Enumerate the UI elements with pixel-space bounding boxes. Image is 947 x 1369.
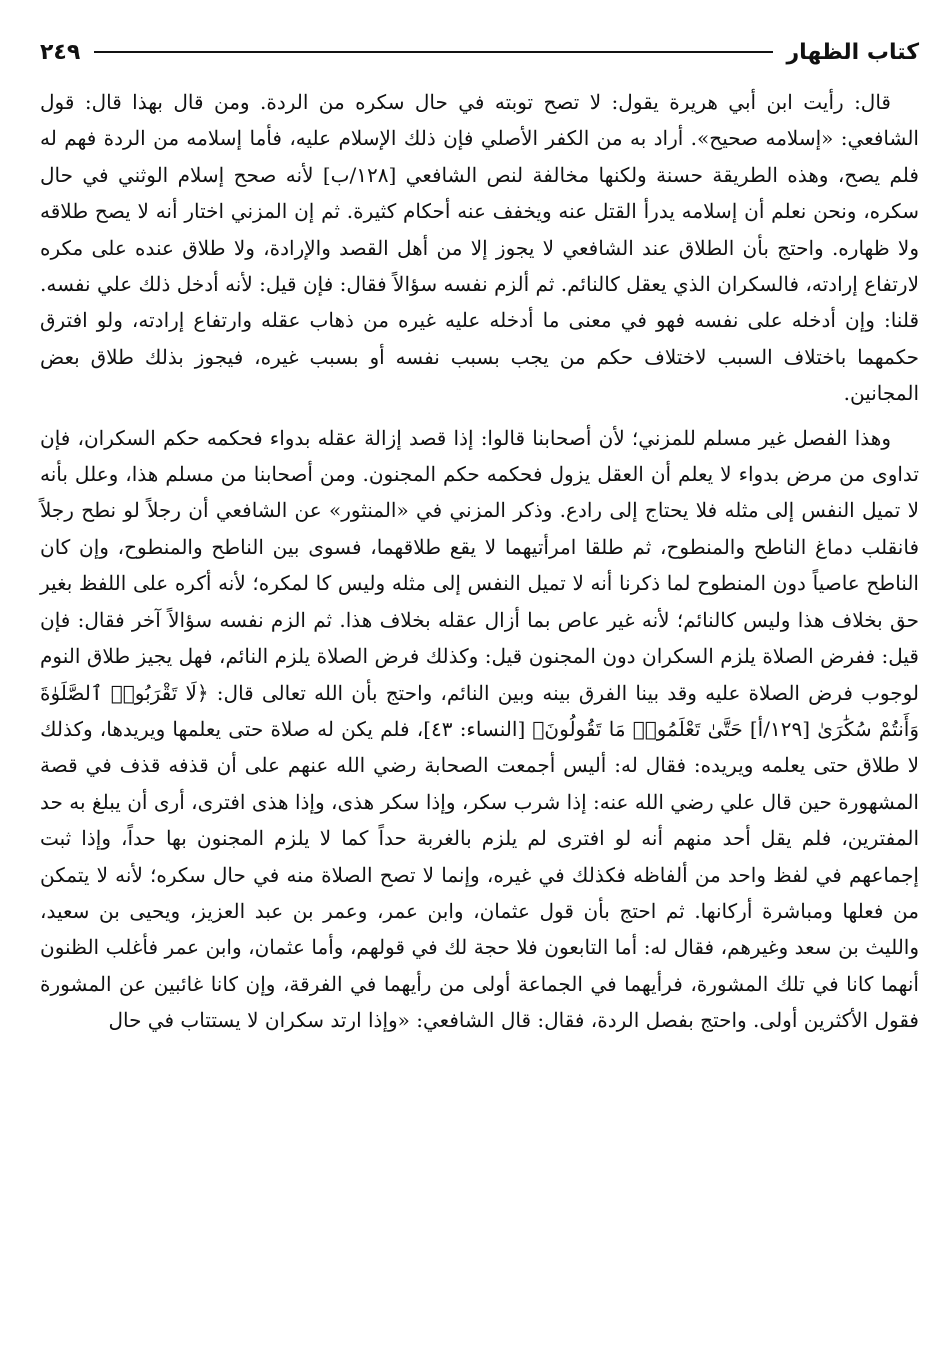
page-header: [40, 28, 919, 76]
book-title: كتاب الظهار: [786, 39, 919, 65]
paragraph-1: قال: رأيت ابن أبي هريرة يقول: لا تصح توبته في حال سكره من الردة. ومن قال بهذا قال: قول الشافعي: «إسلامه صحيح». أراد به من الكفر الأصلي فإن ذلك الإسلام عليه، فأما إسلامه من الردة فهم له فلم يصح، وهذه الطريقة حسنة ولكنها مخالفة لنص الشافعي [١٢٨/ب] لأنه صحح إسلام الوثني في حال سكره، ونحن نعلم أن إسلامه يدرأ القتل عنه ويخفف عنه أحكام كثيرة. ثم إن المزني اختار أنه لا يصح طلاقه ولا ظهاره. واحتج بأن الطلاق عند الشافعي لا يجوز إلا من أهل القصد والإرادة، ولا طلاق عنده على مكره لارتفاع إرادته، فالسكران الذي يعقل كالنائم. ثم ألزم نفسه سؤالاً فقال: فإن قيل: لأنه أدخل ذلك علي نفسه. قلنا: وإن أدخله على نفسه فهو في معنى ما أدخله عليه غيره من ذهاب عقله وارتفاع إرادته، ولو افترق حكمهما باختلاف السبب لاختلاف حكم من يجب بسبب نفسه أو بسبب غيره، فيجوز بذلك طلاق بعض المجانين.: [39, 90, 920, 406]
document-page: [40, 0, 919, 1369]
paragraph-2: وهذا الفصل غير مسلم للمزني؛ لأن أصحابنا قالوا: إذا قصد إزالة عقله بدواء فحكمه حكم السكران، فإن تداوى من مرض بدواء لا يعلم أن العقل يزول فحكمه حكم المجنون. ومن أصحابنا من مسلم هذا، وعلل بأنه لا تميل النفس إلى مثله فلا يحتاج إلى رادع. وذكر المزني في «المنثور» عن الشافعي أن رجلاً لو نطح رجلاً فانقلب دماغ الناطح والمنطوح، ثم طلقا امرأتيهما لا يقع طلاقهما، فسوى بين الناطح والمنطوح، وإن كان الناطح عاصياً دون المنطوح لما ذكرنا أنه لا تميل النفس إلى مثله وليس كا لمكره؛ لأنه أكره على اللفظ بغير حق بخلاف هذا وليس كالنائم؛ لأنه غير عاص بما أزال عقله بخلاف هذا. ثم الزم نفسه سؤالاً آخر فقال: فإن قيل: ففرض الصلاة يلزم السكران دون المجنون قيل: وكذلك فرض الصلاة يلزم النائم، فهل يجيز طلاق النوم لوجوب فرض الصلاة عليه وقد بينا الفرق بينه وبين النائم، واحتج بأن الله تعالى قال: ﴿لَا تَقْرَبُوا۟ ٱلصَّلَوٰةَ وَأَنتُمْ سُكَٰرَىٰ [١٢٩/أ] حَتَّىٰ تَعْلَمُوا۟ مَا تَقُولُونَ﴾ [النساء: ٤٣]، فلم يكن له صلاة حتى يعلمها ويريدها، وكذلك لا طلاق حتى يعلمه ويريده: فقال له: أليس أجمعت الصحابة رضي الله عنهم على أن قذفه قذف في قصة المشهورة حين قال علي رضي الله عنه: إذا شرب سكر، وإذا سكر هذى، وإذا هذى افترى، أرى أن يبلغ به حد المفترين، فلم يقل أحد منهم أنه لو افترى لم يلزم بالغربة حداً كما لا يلزم المجنون بها حداً، وإذا ثبت إجماعهم في لفظ واحد من ألفاظه فكذلك في غيره، وإنما لا تصح الصلاة منه في حال سكره؛ لأنه لا يتمكن من فعلها ومباشرة أركانها. ثم احتج بأن قول عثمان، وابن عمر، وعمر بن عبد العزيز، ويحيى بن سعيد، والليث بن سعد وغيرهم، فقال له: أما التابعون فلا حجة لك في قولهم، وأما عثمان، وابن عمر فأغلب الظنون أنهما كانا في تلك المشورة، فرأيهما في الجماعة أولى من رأيهما في الفرقة، وإن كانا غائبين عن المشورة فقول الأكثرين أولى. واحتج بفصل الردة، فقال: قال الشافعي: «وإذا ارتد سكران لا يستتاب في حال: [40, 425, 919, 1033]
body-text: [40, 84, 919, 1039]
page-number: ٢٤٩: [40, 39, 81, 65]
header-rule: [94, 51, 772, 53]
